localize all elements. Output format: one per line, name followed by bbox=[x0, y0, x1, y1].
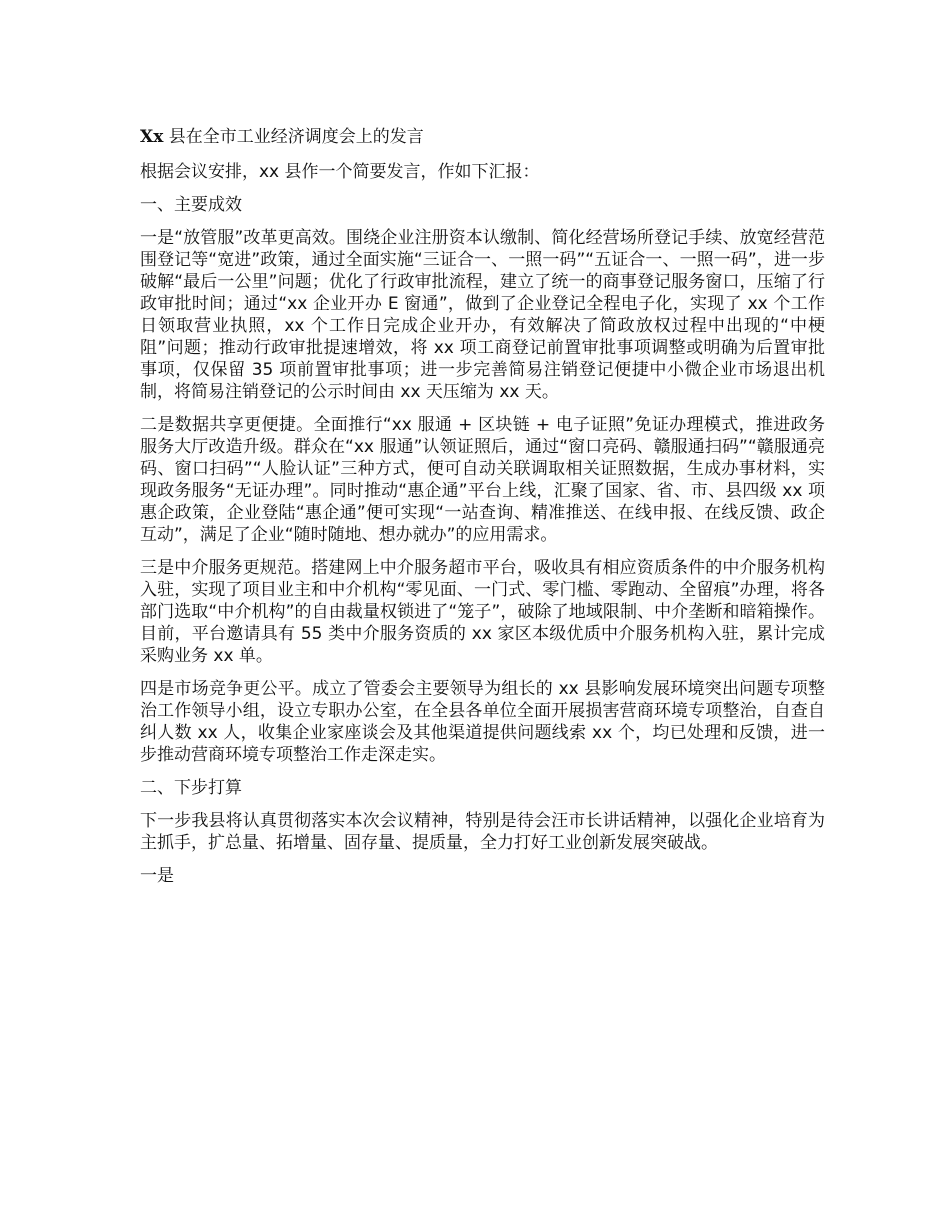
paragraph-reform: 一是“放管服”改革更高效。围绕企业注册资本认缴制、简化经营场所登记手续、放宽经营范围登记等“宽进”政策，通过全面实施“三证合一、一照一码”“五证合一、一照一码”，进一步破解“最后一公里”问题；优化了行政审批流程，建立了统一的商事登记服务窗口，压缩了行政审批时间；通过“xx 企业开办 E 窗通”，做到了企业登记全程电子化，实现了 xx 个工作日领取营业执照，xx 个工作日完成企业开办，有效解决了简政放权过程中出现的“中梗阻”问题；推动行政审批提速增效，将 xx 项工商登记前置审批事项调整或明确为后置审批事项，仅保留 35 项前置审批事项；进一步完善简易注销登记便捷中小微企业市场退出机制，将简易注销登记的公示时间由 xx 天压缩为 xx 天。 bbox=[140, 228, 825, 402]
paragraph-next-plan: 下一步我县将认真贯彻落实本次会议精神，特别是待会汪市长讲话精神，以强化企业培育为主抓手，扩总量、拓增量、固存量、提质量，全力打好工业创新发展突破战。 bbox=[140, 811, 825, 853]
title-text: 县在全市工业经济调度会上的发言 bbox=[163, 127, 424, 147]
paragraph-competition: 四是市场竞争更公平。成立了管委会主要领导为组长的 xx 县影响发展环境突出问题专项整治工作领导小组，设立专职办公室，在全县各单位全面开展损害营商环境专项整治，自查自纠人数 xx 人，收集企业家座谈会及其他渠道提供问题线索 xx 个，均已处理和反馈，进一步推动营商环境专项整治工作走深走实。 bbox=[140, 679, 825, 765]
title-prefix: Xx bbox=[140, 127, 164, 147]
paragraph-data-sharing: 二是数据共享更便捷。全面推行“xx 服通 + 区块链 + 电子证照”免证办理模式，推进政务服务大厅改造升级。群众在“xx 服通”认领证照后，通过“窗口亮码、赣服通扫码”“赣服通亮码、窗口扫码”“人脸认证”三种方式，便可自动关联调取相关证照数据，生成办事材料，实现政务服务“无证办理”。同时推动“惠企通”平台上线，汇聚了国家、省、市、县四级 xx 项惠企政策，企业登陆“惠企通”便可实现“一站查询、精准推送、在线申报、在线反馈、政企互动”，满足了企业“随时随地、想办就办”的应用需求。 bbox=[140, 415, 825, 545]
paragraph-fragment: 一是 bbox=[140, 866, 174, 886]
section-heading-achievements: 一、主要成效 bbox=[140, 195, 242, 215]
section-heading-next-steps: 二、下步打算 bbox=[140, 778, 242, 798]
document-title bbox=[140, 124, 825, 150]
intro-paragraph: 根据会议安排，xx 县作一个简要发言，作如下汇报： bbox=[140, 162, 540, 182]
document-body bbox=[140, 124, 825, 898]
paragraph-intermediary: 三是中介服务更规范。搭建网上中介服务超市平台，吸收具有相应资质条件的中介服务机构入驻，实现了项目业主和中介机构“零见面、一门式、零门槛、零跑动、全留痕”办理，将各部门选取“中介机构”的自由裁量权锁进了“笼子”，破除了地域限制、中介垄断和暗箱操作。目前，平台邀请具有 55 类中介服务资质的 xx 家区本级优质中介服务机构入驻，累计完成采购业务 xx 单。 bbox=[140, 558, 825, 666]
